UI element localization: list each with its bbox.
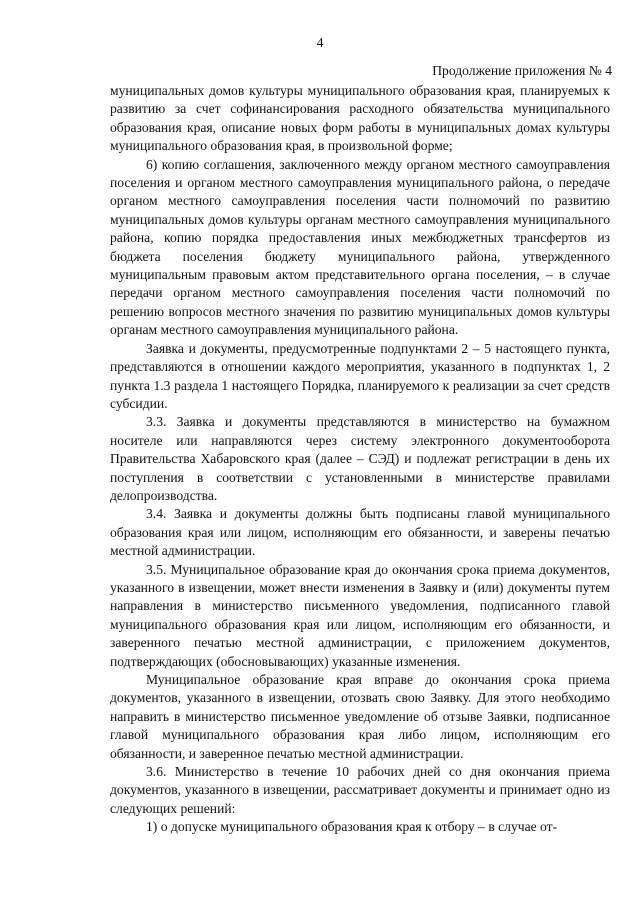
page-number: 4 (316, 35, 324, 50)
paragraph: муниципальных домов культуры муниципального образования края, планируемых к развитию за счет софинансирования расходного обязательства муниципального образования края, описание новых форм работы в муниципальных домах культуры муниципального образования края, в произвольной форме; (110, 83, 610, 154)
paragraph: 3.6. Министерство в течение 10 рабочих дней со дня окончания приема документов, указанного в извещении, рассматривает документы и принимает одно из следующих решений: (110, 764, 610, 816)
document-body (110, 82, 610, 837)
appendix-continuation-note: Продолжение приложения № 4 (432, 63, 612, 78)
paragraph: Заявка и документы, предусмотренные подпунктами 2 – 5 настоящего пункта, представляются в отношении каждого мероприятия, указанного в подпунктах 1, 2 пункта 1.3 раздела 1 настоящего Порядка, планируемого к реализации за счет средств субсидии. (110, 340, 610, 411)
paragraph: 3.5. Муниципальное образование края до окончания срока приема документов, указанного в извещении, может внести изменения в Заявку и (или) документы путем направления в министерство письменного уведомления, подписанного главой муниципального образования края или лицом, исполняющим его обязанности, и заверенного печатью местной администрации, с приложением документов, подтверждающих (обосновывающих) указанные изменения. (110, 561, 610, 669)
paragraph: Муниципальное образование края вправе до окончания срока приема документов, указанного в извещении, отозвать свою Заявку. Для этого необходимо направить в министерство письменное уведомление об отзыве Заявки, подписанное главой муниципального образования края либо лицом, исполняющим его обязанности, и заверенное печатью местной администрации. (110, 672, 610, 761)
paragraph: 1) о допуске муниципального образования края к отбору – в случае от- (146, 819, 558, 835)
paragraph: 6) копию соглашения, заключенного между органом местного самоуправления поселения и органом местного самоуправления муниципального района, о передаче органом местного самоуправления поселения части полномочий по развитию муниципальных домов культуры органам местного самоуправления муниципального района, копию порядка предоставления иных межбюджетных трансфертов из бюджета поселения бюджету муниципального района, утвержденного муниципальным правовым актом представительного органа поселения, – в случае передачи органом местного самоуправления поселения части полномочий по решению вопросов местного значения по развитию муниципальных домов культуры органам местного самоуправления муниципального района. (110, 156, 610, 338)
paragraph: 3.4. Заявка и документы должны быть подписаны главой муниципального образования края или лицом, исполняющим его обязанности, и заверены печатью местной администрации. (110, 506, 610, 559)
paragraph: 3.3. Заявка и документы представляются в министерство на бумажном носителе или направляются через систему электронного документооборота Правительства Хабаровского края (далее – СЭД) и подлежат регистрации в день их поступления в соответствии с установленными в министерстве правилами делопроизводства. (110, 414, 610, 503)
